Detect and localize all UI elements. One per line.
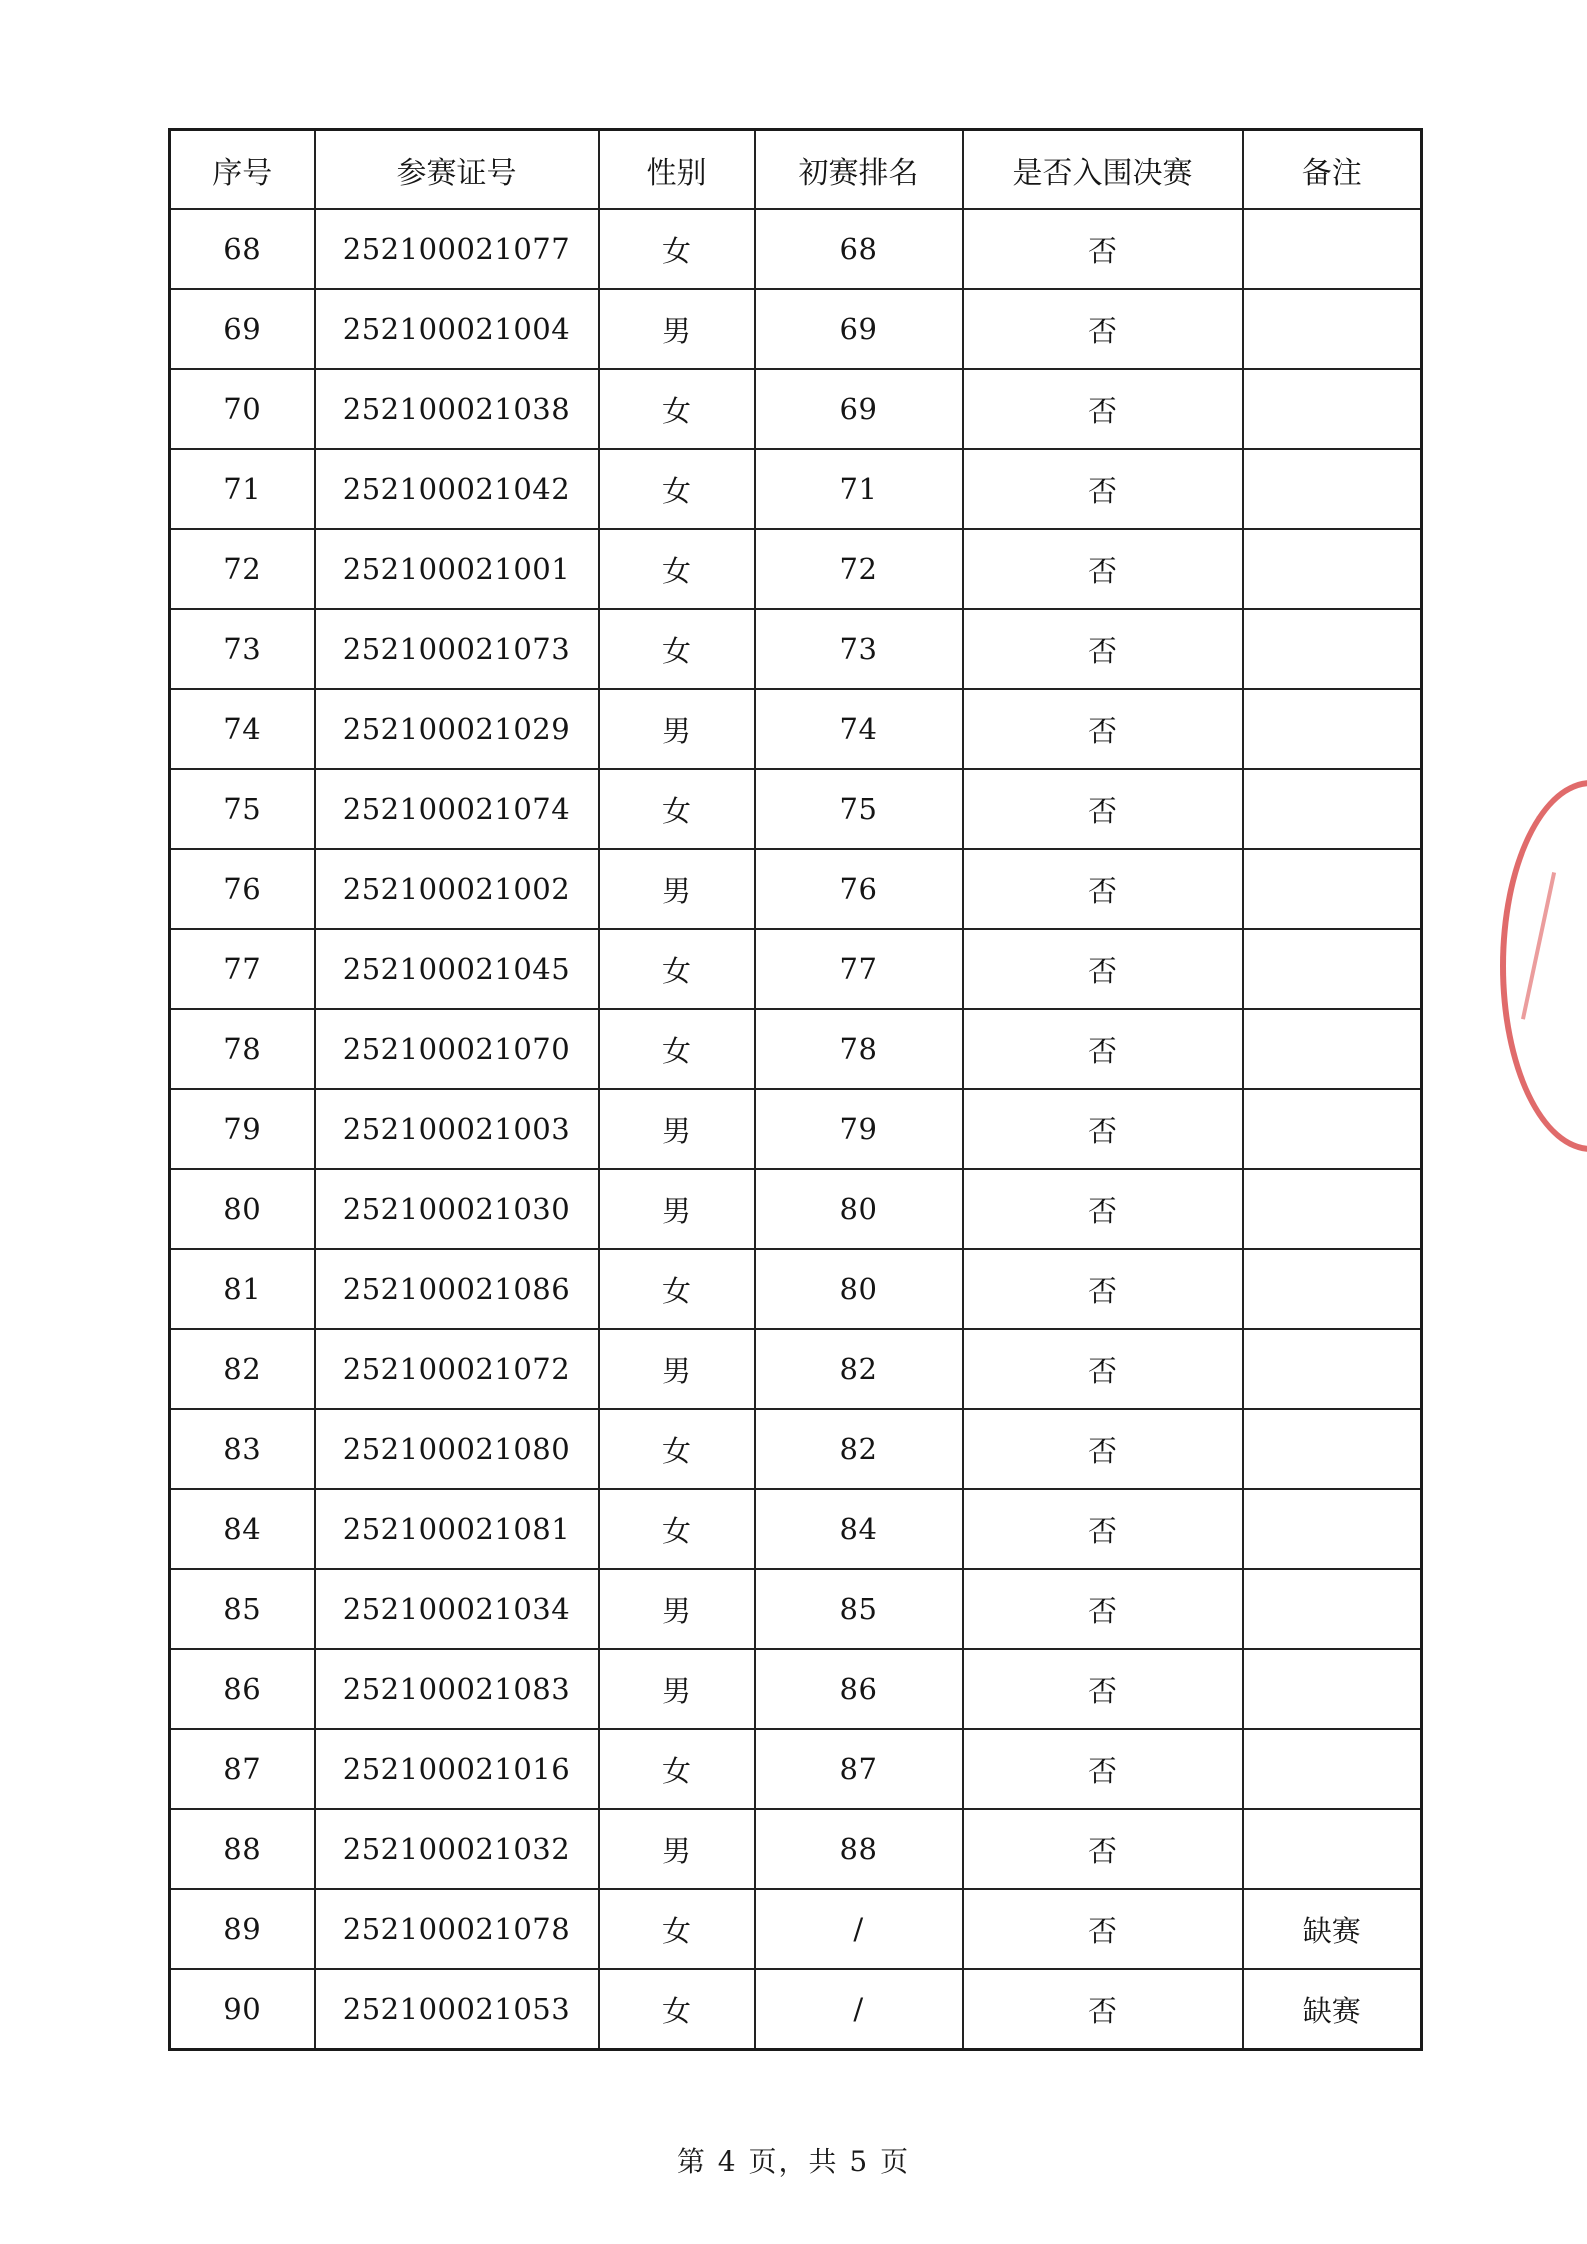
- cell-gender: 女: [599, 609, 755, 689]
- cell-cert: 252100021053: [315, 1969, 599, 2050]
- cell-final: 否: [963, 369, 1243, 449]
- cell-seq: 87: [170, 1729, 315, 1809]
- cell-rank: 87: [755, 1729, 963, 1809]
- cell-gender: 女: [599, 529, 755, 609]
- table-row: [170, 369, 1422, 449]
- cell-note: [1243, 1649, 1422, 1729]
- cell-gender: 男: [599, 1169, 755, 1249]
- cell-cert: 252100021081: [315, 1489, 599, 1569]
- cell-final: 否: [963, 449, 1243, 529]
- table-row: [170, 529, 1422, 609]
- cell-final: 否: [963, 1889, 1243, 1969]
- cell-seq: 84: [170, 1489, 315, 1569]
- cell-final: 否: [963, 529, 1243, 609]
- cell-note: [1243, 289, 1422, 369]
- cell-seq: 88: [170, 1809, 315, 1889]
- cell-final: 否: [963, 849, 1243, 929]
- cell-cert: 252100021016: [315, 1729, 599, 1809]
- cell-final: 否: [963, 1009, 1243, 1089]
- table-row: [170, 1809, 1422, 1889]
- page-number: 第 4 页，共 5 页: [676, 2145, 911, 2178]
- cell-cert: 252100021086: [315, 1249, 599, 1329]
- cell-cert: 252100021045: [315, 929, 599, 1009]
- cell-cert: 252100021029: [315, 689, 599, 769]
- cell-cert: 252100021078: [315, 1889, 599, 1969]
- cell-rank: 79: [755, 1089, 963, 1169]
- cell-seq: 68: [170, 209, 315, 289]
- table-row: [170, 1009, 1422, 1089]
- table-row: [170, 1169, 1422, 1249]
- cell-seq: 75: [170, 769, 315, 849]
- cell-note: [1243, 609, 1422, 689]
- table-row: [170, 609, 1422, 689]
- cell-final: 否: [963, 769, 1243, 849]
- cell-cert: 252100021073: [315, 609, 599, 689]
- cell-cert: 252100021002: [315, 849, 599, 929]
- cell-rank: 88: [755, 1809, 963, 1889]
- cell-note: [1243, 769, 1422, 849]
- table-row: [170, 1089, 1422, 1169]
- cell-rank: 78: [755, 1009, 963, 1089]
- cell-seq: 77: [170, 929, 315, 1009]
- cell-gender: 女: [599, 1009, 755, 1089]
- cell-note: [1243, 369, 1422, 449]
- cell-gender: 女: [599, 1249, 755, 1329]
- header-note: 备注: [1243, 130, 1422, 210]
- cell-rank: 80: [755, 1249, 963, 1329]
- cell-gender: 女: [599, 1969, 755, 2050]
- cell-rank: 69: [755, 289, 963, 369]
- cell-final: 否: [963, 1089, 1243, 1169]
- table-row: [170, 1969, 1422, 2050]
- cell-cert: 252100021042: [315, 449, 599, 529]
- cell-seq: 72: [170, 529, 315, 609]
- cell-seq: 69: [170, 289, 315, 369]
- red-seal-fragment-icon: [1500, 780, 1587, 1152]
- table-row: [170, 209, 1422, 289]
- cell-final: 否: [963, 609, 1243, 689]
- cell-final: 否: [963, 1729, 1243, 1809]
- cell-rank: 82: [755, 1329, 963, 1409]
- cell-rank: 84: [755, 1489, 963, 1569]
- cell-gender: 男: [599, 1329, 755, 1409]
- cell-rank: 75: [755, 769, 963, 849]
- cell-cert: 252100021004: [315, 289, 599, 369]
- table-row: [170, 769, 1422, 849]
- cell-note: [1243, 1569, 1422, 1649]
- cell-gender: 男: [599, 289, 755, 369]
- cell-note: [1243, 1249, 1422, 1329]
- cell-seq: 90: [170, 1969, 315, 2050]
- cell-gender: 女: [599, 1409, 755, 1489]
- cell-seq: 79: [170, 1089, 315, 1169]
- cell-cert: 252100021074: [315, 769, 599, 849]
- cell-rank: 77: [755, 929, 963, 1009]
- cell-cert: 252100021038: [315, 369, 599, 449]
- cell-rank: 72: [755, 529, 963, 609]
- cell-final: 否: [963, 1249, 1243, 1329]
- cell-cert: 252100021077: [315, 209, 599, 289]
- cell-seq: 82: [170, 1329, 315, 1409]
- cell-gender: 女: [599, 769, 755, 849]
- cell-rank: 71: [755, 449, 963, 529]
- cell-seq: 78: [170, 1009, 315, 1089]
- cell-seq: 83: [170, 1409, 315, 1489]
- cell-note: [1243, 1729, 1422, 1809]
- cell-gender: 女: [599, 209, 755, 289]
- cell-gender: 男: [599, 1649, 755, 1729]
- cell-gender: 男: [599, 689, 755, 769]
- cell-rank: /: [755, 1889, 963, 1969]
- header-final: 是否入围决赛: [963, 130, 1243, 210]
- cell-note: [1243, 449, 1422, 529]
- cell-cert: 252100021032: [315, 1809, 599, 1889]
- cell-note: [1243, 689, 1422, 769]
- cell-note: [1243, 209, 1422, 289]
- table-row: [170, 1489, 1422, 1569]
- table-row: [170, 1889, 1422, 1969]
- table-row: [170, 1729, 1422, 1809]
- cell-note: [1243, 849, 1422, 929]
- cell-note: [1243, 1809, 1422, 1889]
- cell-seq: 85: [170, 1569, 315, 1649]
- results-table: [168, 128, 1423, 2051]
- cell-cert: 252100021001: [315, 529, 599, 609]
- cell-rank: 80: [755, 1169, 963, 1249]
- cell-rank: 69: [755, 369, 963, 449]
- header-gender: 性别: [599, 130, 755, 210]
- cell-gender: 女: [599, 369, 755, 449]
- cell-seq: 80: [170, 1169, 315, 1249]
- cell-final: 否: [963, 1489, 1243, 1569]
- cell-final: 否: [963, 1329, 1243, 1409]
- cell-final: 否: [963, 209, 1243, 289]
- table-row: [170, 929, 1422, 1009]
- cell-rank: /: [755, 1969, 963, 2050]
- cell-final: 否: [963, 289, 1243, 369]
- table-row: [170, 289, 1422, 369]
- cell-gender: 女: [599, 449, 755, 529]
- cell-seq: 70: [170, 369, 315, 449]
- cell-gender: 男: [599, 1089, 755, 1169]
- cell-note: [1243, 1489, 1422, 1569]
- table-header-row: [170, 130, 1422, 210]
- cell-final: 否: [963, 1409, 1243, 1489]
- header-cert: 参赛证号: [315, 130, 599, 210]
- cell-seq: 81: [170, 1249, 315, 1329]
- cell-rank: 76: [755, 849, 963, 929]
- cell-note: [1243, 529, 1422, 609]
- cell-seq: 86: [170, 1649, 315, 1729]
- cell-final: 否: [963, 1569, 1243, 1649]
- cell-note: 缺赛: [1243, 1889, 1422, 1969]
- table-row: [170, 449, 1422, 529]
- table-row: [170, 1249, 1422, 1329]
- cell-seq: 74: [170, 689, 315, 769]
- cell-note: [1243, 1169, 1422, 1249]
- cell-rank: 68: [755, 209, 963, 289]
- cell-gender: 男: [599, 1569, 755, 1649]
- cell-note: [1243, 1089, 1422, 1169]
- cell-cert: 252100021072: [315, 1329, 599, 1409]
- header-rank: 初赛排名: [755, 130, 963, 210]
- cell-rank: 85: [755, 1569, 963, 1649]
- cell-final: 否: [963, 1809, 1243, 1889]
- table-row: [170, 849, 1422, 929]
- cell-final: 否: [963, 1969, 1243, 2050]
- cell-seq: 76: [170, 849, 315, 929]
- table-row: [170, 1329, 1422, 1409]
- cell-gender: 女: [599, 1729, 755, 1809]
- cell-cert: 252100021083: [315, 1649, 599, 1729]
- cell-final: 否: [963, 689, 1243, 769]
- table-row: [170, 1569, 1422, 1649]
- cell-cert: 252100021003: [315, 1089, 599, 1169]
- cell-note: [1243, 1009, 1422, 1089]
- cell-note: [1243, 1409, 1422, 1489]
- cell-rank: 74: [755, 689, 963, 769]
- cell-note: [1243, 1329, 1422, 1409]
- cell-note: 缺赛: [1243, 1969, 1422, 2050]
- cell-rank: 82: [755, 1409, 963, 1489]
- cell-cert: 252100021030: [315, 1169, 599, 1249]
- table-row: [170, 1649, 1422, 1729]
- cell-gender: 女: [599, 1889, 755, 1969]
- cell-seq: 73: [170, 609, 315, 689]
- cell-final: 否: [963, 929, 1243, 1009]
- cell-gender: 男: [599, 849, 755, 929]
- header-seq: 序号: [170, 130, 315, 210]
- cell-cert: 252100021070: [315, 1009, 599, 1089]
- table-row: [170, 1409, 1422, 1489]
- table-row: [170, 689, 1422, 769]
- cell-cert: 252100021034: [315, 1569, 599, 1649]
- cell-gender: 男: [599, 1809, 755, 1889]
- cell-seq: 71: [170, 449, 315, 529]
- cell-rank: 86: [755, 1649, 963, 1729]
- cell-final: 否: [963, 1649, 1243, 1729]
- cell-cert: 252100021080: [315, 1409, 599, 1489]
- cell-gender: 女: [599, 929, 755, 1009]
- cell-gender: 女: [599, 1489, 755, 1569]
- cell-rank: 73: [755, 609, 963, 689]
- cell-note: [1243, 929, 1422, 1009]
- cell-final: 否: [963, 1169, 1243, 1249]
- cell-seq: 89: [170, 1889, 315, 1969]
- table-body: [170, 209, 1422, 2050]
